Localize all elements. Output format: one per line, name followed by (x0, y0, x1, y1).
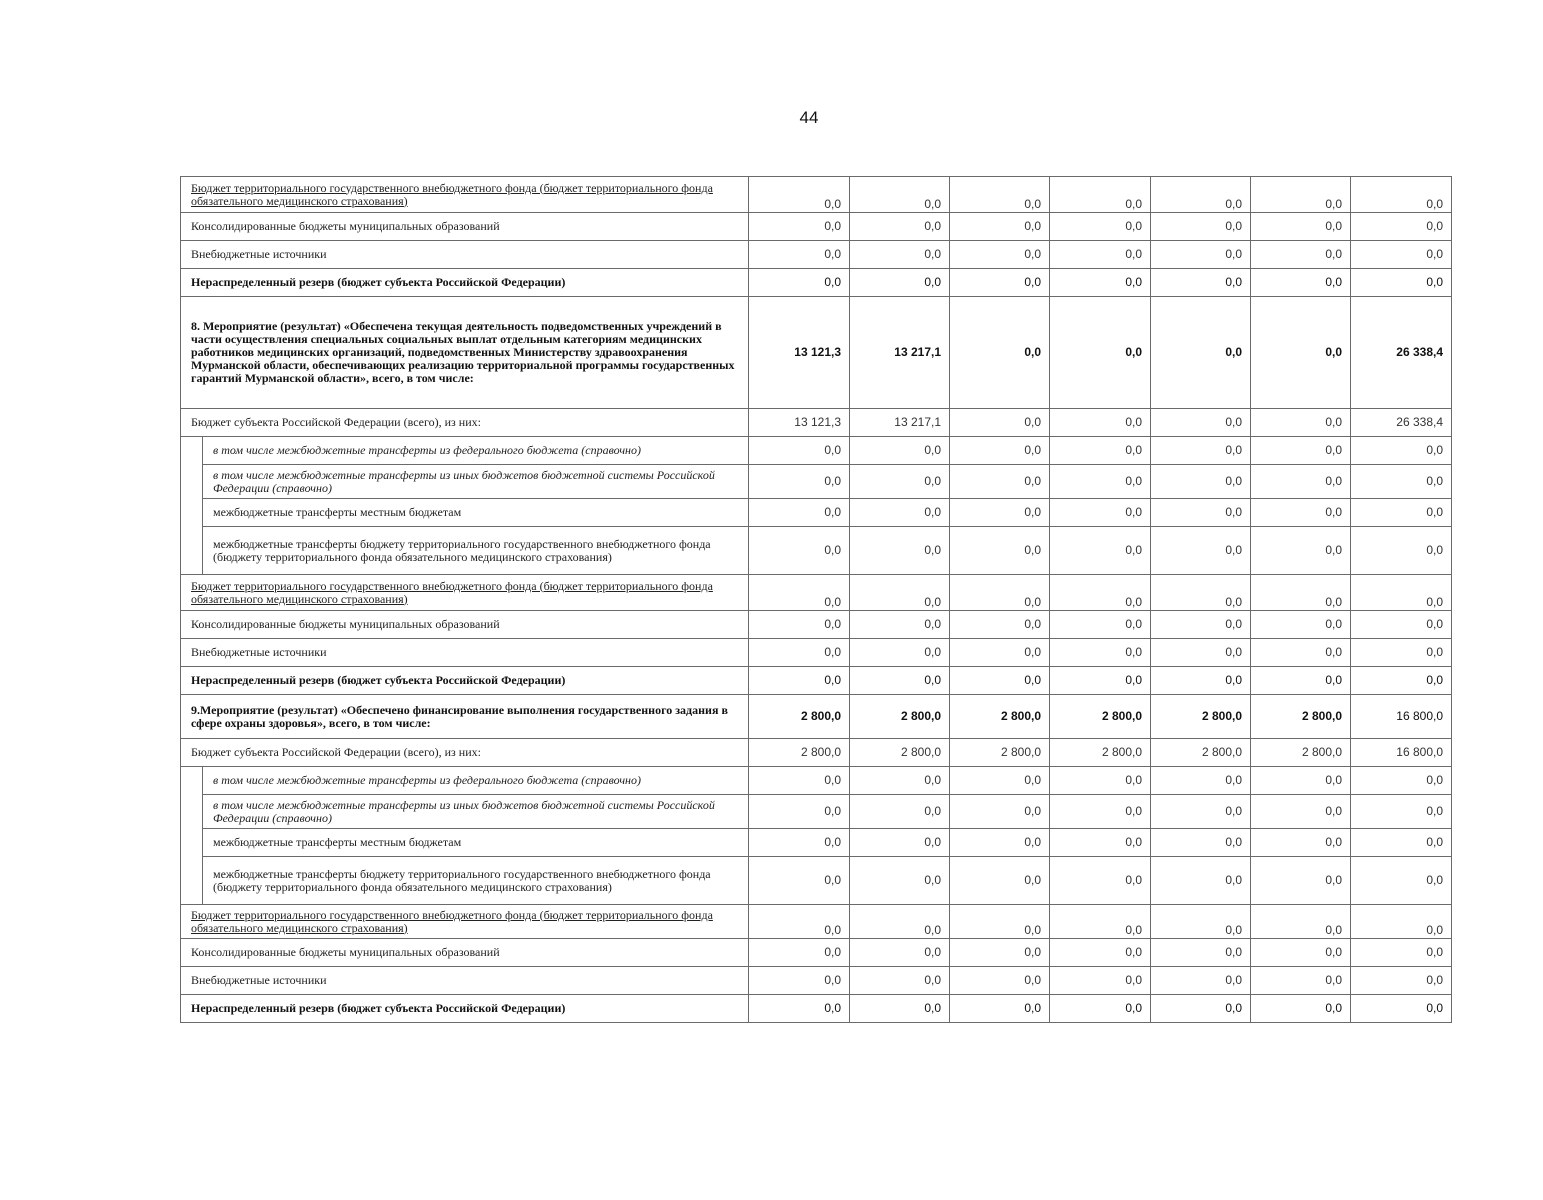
value-cell: 0,0 (950, 213, 1050, 241)
table-row (181, 995, 1452, 1023)
table-row (181, 241, 1452, 269)
value-cell: 26 338,4 (1351, 409, 1452, 437)
value-cell: 0,0 (1351, 213, 1452, 241)
value-cell: 0,0 (950, 939, 1050, 967)
table-row (181, 437, 1452, 465)
value-cell: 0,0 (1351, 499, 1452, 527)
value-cell: 0,0 (1251, 437, 1351, 465)
table-row (181, 795, 1452, 829)
table-row (181, 465, 1452, 499)
indent-spacer (181, 437, 203, 575)
table-row (181, 213, 1452, 241)
value-cell: 2 800,0 (1151, 739, 1251, 767)
value-cell: 13 121,3 (749, 297, 850, 409)
value-cell: 0,0 (749, 177, 850, 213)
value-cell: 0,0 (850, 269, 950, 297)
value-cell: 0,0 (950, 499, 1050, 527)
value-cell: 0,0 (1251, 639, 1351, 667)
value-cell: 0,0 (850, 667, 950, 695)
table-row (181, 409, 1452, 437)
value-cell: 0,0 (1151, 767, 1251, 795)
value-cell: 0,0 (850, 767, 950, 795)
table-row (181, 767, 1452, 795)
value-cell: 0,0 (1050, 795, 1151, 829)
value-cell: 0,0 (1251, 995, 1351, 1023)
value-cell: 2 800,0 (950, 739, 1050, 767)
value-cell: 0,0 (749, 995, 850, 1023)
value-cell: 0,0 (950, 465, 1050, 499)
value-cell: 0,0 (1251, 177, 1351, 213)
value-cell: 0,0 (950, 829, 1050, 857)
value-cell: 2 800,0 (950, 695, 1050, 739)
row-label: в том числе межбюджетные трансферты из иных бюджетов бюджетной системы Российской Федерации (справочно) (203, 795, 749, 829)
value-cell: 0,0 (850, 611, 950, 639)
value-cell: 0,0 (1251, 667, 1351, 695)
value-cell: 0,0 (749, 939, 850, 967)
value-cell: 0,0 (1050, 437, 1151, 465)
value-cell: 0,0 (1151, 639, 1251, 667)
row-label: Нераспределенный резерв (бюджет субъекта Российской Федерации) (181, 667, 749, 695)
value-cell: 0,0 (1251, 611, 1351, 639)
value-cell: 0,0 (749, 857, 850, 905)
value-cell: 0,0 (1351, 241, 1452, 269)
value-cell: 0,0 (749, 213, 850, 241)
value-cell: 0,0 (1151, 409, 1251, 437)
value-cell: 0,0 (1251, 829, 1351, 857)
row-label: межбюджетные трансферты бюджету территориального государственного внебюджетного фонда (бюджету территориального фонда обязательного медицинского страхования) (203, 857, 749, 905)
value-cell: 0,0 (850, 967, 950, 995)
value-cell: 0,0 (850, 241, 950, 269)
value-cell: 0,0 (1351, 967, 1452, 995)
value-cell: 0,0 (749, 639, 850, 667)
value-cell: 0,0 (1151, 905, 1251, 939)
value-cell: 0,0 (1251, 767, 1351, 795)
value-cell: 0,0 (850, 575, 950, 611)
value-cell: 0,0 (1151, 177, 1251, 213)
value-cell: 0,0 (850, 465, 950, 499)
value-cell: 13 217,1 (850, 297, 950, 409)
value-cell: 0,0 (1151, 829, 1251, 857)
row-label: Бюджет субъекта Российской Федерации (всего), из них: (181, 739, 749, 767)
value-cell: 0,0 (1151, 437, 1251, 465)
value-cell: 0,0 (850, 939, 950, 967)
value-cell: 2 800,0 (1251, 695, 1351, 739)
value-cell: 0,0 (950, 667, 1050, 695)
value-cell: 0,0 (1251, 527, 1351, 575)
value-cell: 0,0 (1151, 611, 1251, 639)
value-cell: 0,0 (1351, 575, 1452, 611)
value-cell: 0,0 (1050, 967, 1151, 995)
value-cell: 0,0 (1251, 297, 1351, 409)
budget-table (180, 176, 1452, 1023)
value-cell: 0,0 (950, 767, 1050, 795)
value-cell: 0,0 (950, 905, 1050, 939)
value-cell: 0,0 (950, 297, 1050, 409)
value-cell: 0,0 (1351, 795, 1452, 829)
value-cell: 0,0 (1050, 499, 1151, 527)
value-cell: 0,0 (850, 905, 950, 939)
value-cell: 2 800,0 (1050, 739, 1151, 767)
value-cell: 0,0 (1351, 939, 1452, 967)
value-cell: 0,0 (749, 829, 850, 857)
value-cell: 0,0 (749, 269, 850, 297)
value-cell: 0,0 (1151, 967, 1251, 995)
value-cell: 0,0 (1050, 213, 1151, 241)
value-cell: 0,0 (1151, 527, 1251, 575)
value-cell: 0,0 (950, 177, 1050, 213)
value-cell: 0,0 (1050, 639, 1151, 667)
row-label: межбюджетные трансферты бюджету территориального государственного внебюджетного фонда (бюджету территориального фонда обязательного медицинского страхования) (203, 527, 749, 575)
value-cell: 0,0 (950, 269, 1050, 297)
value-cell: 0,0 (950, 995, 1050, 1023)
value-cell: 0,0 (1351, 269, 1452, 297)
value-cell: 0,0 (1050, 465, 1151, 499)
value-cell: 0,0 (1151, 213, 1251, 241)
value-cell: 0,0 (749, 575, 850, 611)
table-row (181, 639, 1452, 667)
row-label: Внебюджетные источники (181, 639, 749, 667)
value-cell: 0,0 (950, 639, 1050, 667)
value-cell: 0,0 (850, 213, 950, 241)
table-row (181, 177, 1452, 213)
value-cell: 0,0 (1351, 465, 1452, 499)
table-row (181, 939, 1452, 967)
value-cell: 0,0 (1050, 905, 1151, 939)
value-cell: 0,0 (950, 575, 1050, 611)
value-cell: 0,0 (749, 667, 850, 695)
row-label: в том числе межбюджетные трансферты из иных бюджетов бюджетной системы Российской Федерации (справочно) (203, 465, 749, 499)
row-label: Бюджет территориального государственного внебюджетного фонда (бюджет территориального фонда обязательного медицинского страхования) (181, 177, 749, 213)
value-cell: 0,0 (749, 499, 850, 527)
value-cell: 0,0 (1050, 939, 1151, 967)
value-cell: 0,0 (1050, 297, 1151, 409)
value-cell: 0,0 (850, 437, 950, 465)
value-cell: 0,0 (749, 905, 850, 939)
value-cell: 0,0 (1050, 667, 1151, 695)
value-cell: 0,0 (1251, 213, 1351, 241)
value-cell: 0,0 (1050, 767, 1151, 795)
value-cell: 0,0 (850, 177, 950, 213)
value-cell: 0,0 (749, 527, 850, 575)
value-cell: 0,0 (1251, 857, 1351, 905)
value-cell: 0,0 (950, 409, 1050, 437)
value-cell: 0,0 (1151, 241, 1251, 269)
value-cell: 0,0 (1151, 667, 1251, 695)
value-cell: 0,0 (850, 795, 950, 829)
value-cell: 0,0 (850, 995, 950, 1023)
value-cell: 0,0 (1351, 527, 1452, 575)
value-cell: 16 800,0 (1351, 695, 1452, 739)
value-cell: 0,0 (1251, 575, 1351, 611)
value-cell: 0,0 (1351, 437, 1452, 465)
value-cell: 0,0 (1351, 639, 1452, 667)
value-cell: 0,0 (850, 527, 950, 575)
row-label: Внебюджетные источники (181, 241, 749, 269)
value-cell: 0,0 (749, 437, 850, 465)
row-label: 9.Мероприятие (результат) «Обеспечено финансирование выполнения государственного задания в сфере охраны здоровья», всего, в том числе: (181, 695, 749, 739)
table-row (181, 297, 1452, 409)
value-cell: 0,0 (950, 967, 1050, 995)
value-cell: 0,0 (1351, 177, 1452, 213)
value-cell: 0,0 (1251, 241, 1351, 269)
row-label: Бюджет субъекта Российской Федерации (всего), из них: (181, 409, 749, 437)
value-cell: 0,0 (950, 437, 1050, 465)
value-cell: 0,0 (850, 639, 950, 667)
value-cell: 0,0 (1050, 829, 1151, 857)
row-label: межбюджетные трансферты местным бюджетам (203, 499, 749, 527)
value-cell: 16 800,0 (1351, 739, 1452, 767)
value-cell: 0,0 (1351, 857, 1452, 905)
value-cell: 2 800,0 (1251, 739, 1351, 767)
value-cell: 2 800,0 (749, 695, 850, 739)
value-cell: 0,0 (1151, 939, 1251, 967)
row-label: Консолидированные бюджеты муниципальных образований (181, 213, 749, 241)
value-cell: 13 121,3 (749, 409, 850, 437)
table-row (181, 695, 1452, 739)
value-cell: 0,0 (950, 527, 1050, 575)
value-cell: 0,0 (1251, 939, 1351, 967)
value-cell: 0,0 (1351, 667, 1452, 695)
value-cell: 0,0 (1151, 857, 1251, 905)
value-cell: 0,0 (1050, 177, 1151, 213)
table-row (181, 967, 1452, 995)
value-cell: 0,0 (1151, 269, 1251, 297)
value-cell: 0,0 (1351, 905, 1452, 939)
indent-spacer (181, 767, 203, 905)
value-cell: 0,0 (1151, 465, 1251, 499)
row-label: Консолидированные бюджеты муниципальных образований (181, 611, 749, 639)
value-cell: 0,0 (1351, 829, 1452, 857)
table-row (181, 611, 1452, 639)
value-cell: 0,0 (1251, 269, 1351, 297)
value-cell: 0,0 (1251, 465, 1351, 499)
value-cell: 0,0 (1251, 967, 1351, 995)
value-cell: 0,0 (749, 795, 850, 829)
row-label: Нераспределенный резерв (бюджет субъекта Российской Федерации) (181, 995, 749, 1023)
table-row (181, 667, 1452, 695)
row-label: Консолидированные бюджеты муниципальных образований (181, 939, 749, 967)
value-cell: 0,0 (1050, 857, 1151, 905)
table-row (181, 829, 1452, 857)
value-cell: 0,0 (1251, 409, 1351, 437)
value-cell: 2 800,0 (850, 739, 950, 767)
value-cell: 0,0 (1050, 575, 1151, 611)
value-cell: 0,0 (1251, 499, 1351, 527)
table-row (181, 269, 1452, 297)
row-label: в том числе межбюджетные трансферты из федерального бюджета (справочно) (203, 767, 749, 795)
value-cell: 0,0 (950, 795, 1050, 829)
table-row (181, 857, 1452, 905)
value-cell: 0,0 (1251, 905, 1351, 939)
row-label: Бюджет территориального государственного внебюджетного фонда (бюджет территориального фонда обязательного медицинского страхования) (181, 905, 749, 939)
value-cell: 0,0 (749, 465, 850, 499)
value-cell: 2 800,0 (1050, 695, 1151, 739)
value-cell: 0,0 (850, 829, 950, 857)
row-label: в том числе межбюджетные трансферты из федерального бюджета (справочно) (203, 437, 749, 465)
value-cell: 0,0 (1351, 611, 1452, 639)
value-cell: 0,0 (1050, 241, 1151, 269)
page-number: 44 (799, 108, 819, 127)
row-label: Нераспределенный резерв (бюджет субъекта Российской Федерации) (181, 269, 749, 297)
value-cell: 0,0 (749, 611, 850, 639)
value-cell: 2 800,0 (1151, 695, 1251, 739)
value-cell: 0,0 (1151, 575, 1251, 611)
value-cell: 2 800,0 (749, 739, 850, 767)
row-label: Внебюджетные источники (181, 967, 749, 995)
row-label: Бюджет территориального государственного внебюджетного фонда (бюджет территориального фонда обязательного медицинского страхования) (181, 575, 749, 611)
value-cell: 0,0 (1050, 611, 1151, 639)
value-cell: 0,0 (950, 857, 1050, 905)
row-label: межбюджетные трансферты местным бюджетам (203, 829, 749, 857)
value-cell: 26 338,4 (1351, 297, 1452, 409)
value-cell: 0,0 (1050, 995, 1151, 1023)
value-cell: 2 800,0 (850, 695, 950, 739)
value-cell: 0,0 (1351, 995, 1452, 1023)
value-cell: 0,0 (1151, 995, 1251, 1023)
value-cell: 0,0 (950, 611, 1050, 639)
value-cell: 0,0 (749, 767, 850, 795)
value-cell: 0,0 (1151, 499, 1251, 527)
value-cell: 13 217,1 (850, 409, 950, 437)
value-cell: 0,0 (1050, 269, 1151, 297)
row-label: 8. Мероприятие (результат) «Обеспечена текущая деятельность подведомственных учреждений в части осуществления специальных социальных выплат отдельным категориям медицинских работников медицинских организаций, подведомственных Министерству здравоохранения Мурманской области, обеспечивающих реализацию территориальной программы государственных гарантий Мурманской области», всего, в том числе: (181, 297, 749, 409)
value-cell: 0,0 (850, 499, 950, 527)
value-cell: 0,0 (1151, 297, 1251, 409)
value-cell: 0,0 (1151, 795, 1251, 829)
table-row (181, 905, 1452, 939)
table-row (181, 527, 1452, 575)
table-row (181, 739, 1452, 767)
value-cell: 0,0 (1251, 795, 1351, 829)
table-row (181, 499, 1452, 527)
value-cell: 0,0 (749, 967, 850, 995)
table-row (181, 575, 1452, 611)
value-cell: 0,0 (1050, 527, 1151, 575)
value-cell: 0,0 (850, 857, 950, 905)
value-cell: 0,0 (1050, 409, 1151, 437)
value-cell: 0,0 (950, 241, 1050, 269)
value-cell: 0,0 (1351, 767, 1452, 795)
value-cell: 0,0 (749, 241, 850, 269)
